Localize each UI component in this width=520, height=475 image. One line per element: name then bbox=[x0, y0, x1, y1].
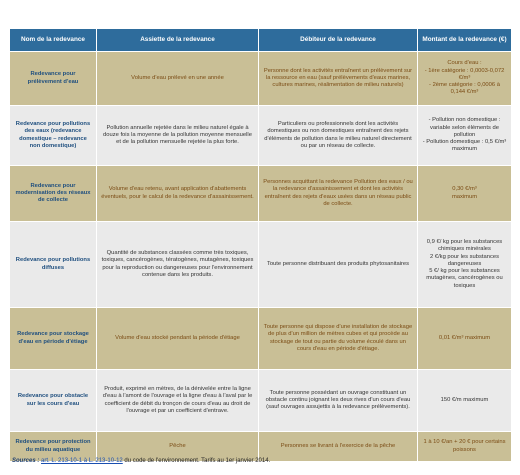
royalty-amount bbox=[418, 222, 512, 308]
royalty-base: Volume d'eau retenu, avant application d'abattements éventuels, pour le calcul de la redevance d'assainissement. bbox=[97, 166, 259, 222]
header-amount: Montant de la redevance (€) bbox=[418, 29, 512, 52]
amount-line: - Pollution non domestique : variable selon éléments de pollution bbox=[428, 117, 501, 138]
royalty-name: Redevance pour protection du milieu aquatique bbox=[10, 432, 97, 462]
source-text: du code de l'environnement. Tarifs au 1er janvier 2014. bbox=[124, 458, 271, 464]
amount-line: 150 €/m maximum bbox=[440, 396, 489, 403]
amount-line: 2 €/kg pour les substances dangereuses bbox=[430, 253, 499, 267]
royalty-debtor: Personne dont les activités entraînent un prélèvement sur la ressource en eau (sauf prélèvements d'eaux marines, cultures marines, réalimentation de milieu naturels) bbox=[259, 52, 418, 106]
source-label: Sources : bbox=[12, 458, 40, 464]
royalty-base: Pollution annuelle rejetée dans le milieu naturel égale à douze fois la moyenne de la pollution moyenne mensuelle et de la pollution mensuelle rejetée la plus forte. bbox=[97, 106, 259, 166]
royalty-name: Redevance pour pollutions des eaux (redevance domestique – redevance non domestique) bbox=[10, 106, 97, 166]
header-debtor: Débiteur de la redevance bbox=[259, 29, 418, 52]
royalty-debtor: Personnes acquittant la redevance Pollution des eaux / ou la redevance d'assainissement et dont les activités entraînent des rejets d'eaux usées dans un réseau public de collecte. bbox=[259, 166, 418, 222]
royalty-base: Volume d'eau stocké pendant la période d'étiage bbox=[97, 308, 259, 370]
amount-line: - 2ème catégorie : 0,0006 à 0,144 €/m³ bbox=[429, 82, 500, 96]
header-base: Assiette de la redevance bbox=[97, 29, 259, 52]
table-row bbox=[10, 308, 512, 370]
table-row bbox=[10, 166, 512, 222]
header-name: Nom de la redevance bbox=[10, 29, 97, 52]
royalty-amount bbox=[418, 432, 512, 462]
source-note bbox=[12, 458, 270, 464]
source-link[interactable]: art. L. 213-10-1 à L. 213-10-12 bbox=[41, 458, 123, 464]
royalty-base: Volume d'eau prélevé en une année bbox=[97, 52, 259, 106]
royalty-base: Produit, exprimé en mètres, de la dénivelée entre la ligne d'eau à l'amont de l'ouvrage et la ligne d'eau à l'aval par le coefficient de débit du tronçon de cours d'eau au droit de l'ouvrage et par un coefficient d'entrave. bbox=[97, 370, 259, 432]
royalty-name: Redevance pour obstacle sur les cours d'eau bbox=[10, 370, 97, 432]
amount-line: - 1ère catégorie : 0,0003-0,072 €/m³ bbox=[424, 67, 505, 81]
royalty-name: Redevance pour pollutions diffuses bbox=[10, 222, 97, 308]
amount-line: 0,01 €/m³ maximum bbox=[438, 334, 491, 341]
royalty-amount bbox=[418, 370, 512, 432]
royalty-name: Redevance pour prélèvement d'eau bbox=[10, 52, 97, 106]
royalty-amount bbox=[418, 106, 512, 166]
royalty-name: Redevance pour modernisation des réseaux de collecte bbox=[10, 166, 97, 222]
amount-line: 1 à 10 €/an + 20 € pour certains poissons bbox=[423, 439, 506, 453]
royalty-amount bbox=[418, 308, 512, 370]
royalty-name: Redevance pour stockage d'eau en période d'étiage bbox=[10, 308, 97, 370]
amount-line: 0,9 €/ kg pour les substances chimiques minérales bbox=[426, 239, 503, 253]
royalty-amount bbox=[418, 52, 512, 106]
royalty-debtor: Toute personne distribuant des produits phytosanitaires bbox=[259, 222, 418, 308]
amount-line: Cours d'eau : bbox=[447, 60, 482, 67]
royalties-table bbox=[9, 28, 512, 462]
table-row bbox=[10, 432, 512, 462]
royalties-table-container bbox=[9, 28, 511, 462]
table-row bbox=[10, 370, 512, 432]
royalty-base: Pêche bbox=[97, 432, 259, 462]
table-row bbox=[10, 52, 512, 106]
royalty-amount bbox=[418, 166, 512, 222]
royalty-debtor: Particuliers ou professionnels dont les activités domestiques ou non domestiques entraînent des rejets d'éléments de pollution dans le milieu naturel directement ou par un réseau de collecte. bbox=[259, 106, 418, 166]
table-row bbox=[10, 106, 512, 166]
royalty-debtor: Toute personne qui dispose d'une installation de stockage de plus d'un million de mètres cubes et qui procède au stockage de tout ou partie du volume écoulé dans un cours d'eau en période d'étiage. bbox=[259, 308, 418, 370]
amount-line: maximum bbox=[451, 193, 478, 200]
table-header-row bbox=[10, 29, 512, 52]
table-row bbox=[10, 222, 512, 308]
amount-line: - Pollution domestique : 0,5 €/m³ maximum bbox=[422, 139, 507, 153]
amount-line: 0,30 €/m³ bbox=[452, 186, 477, 193]
amount-line: 5 €/ kg pour les substances mutagènes, cancérogènes ou toxiques bbox=[426, 268, 503, 289]
royalty-debtor: Toute personne possédant un ouvrage constituant un obstacle continu joignant les deux rives d'un cours d'eau (sauf ouvrages assujettis à la redevance prélèvements). bbox=[259, 370, 418, 432]
royalty-base: Quantité de substances classées comme très toxiques, toxiques, cancérogènes, tératogènes, mutagènes, toxiques pour la reproduction ou dangereuses pour l'environnement contenue dans les produits. bbox=[97, 222, 259, 308]
royalty-debtor: Personnes se livrant à l'exercice de la pêche bbox=[259, 432, 418, 462]
